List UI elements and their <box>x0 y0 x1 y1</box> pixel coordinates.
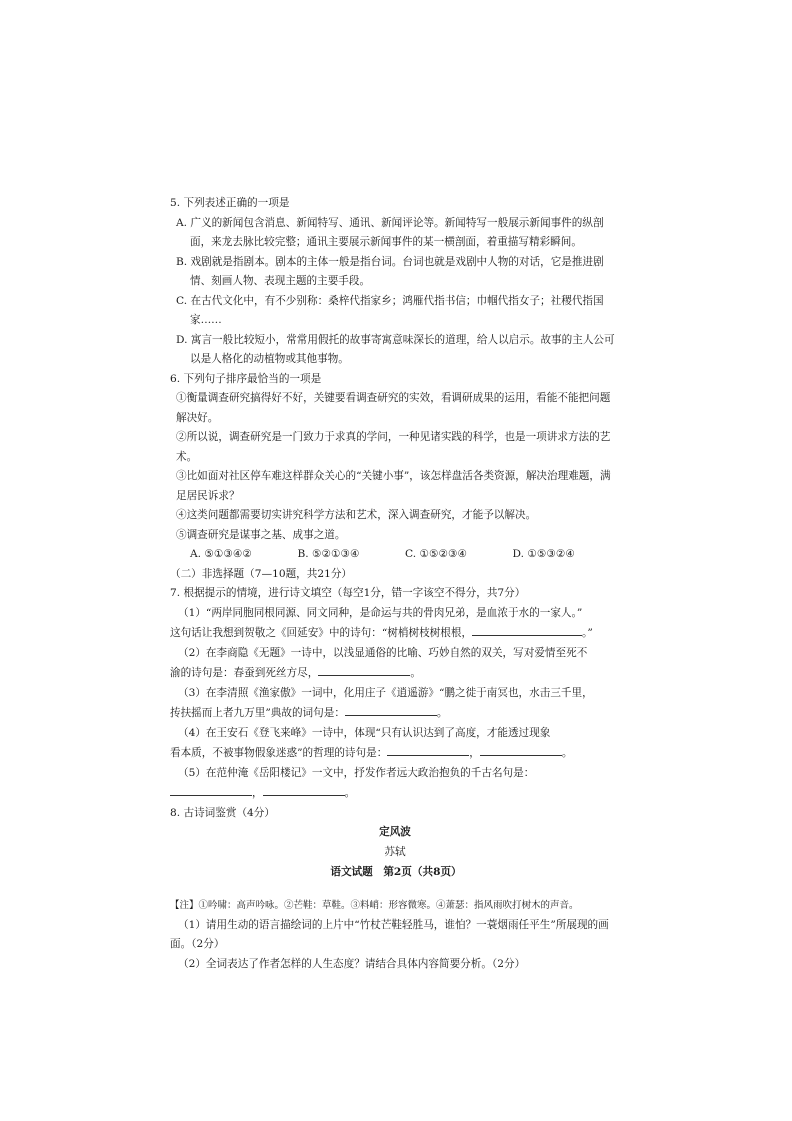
q6-sentence-3: ③比如面对社区停车难这样群众关心的“关键小事”，该怎样盘活各类资源，解决治理难题，满足居民诉求？ <box>176 470 611 502</box>
q6-sentence-1: ①衡量调查研究搞得好不好，关键要看调查研究的实效，看调研成果的运用，看能不能把问题解决好。 <box>176 392 611 424</box>
page-footer: 语文试题 第2页（共8页） <box>330 866 462 878</box>
q5-option-d: D. 寓言一般比较短小，常常用假托的故事寄寓意味深长的道理，给人以启示。故事的主人公可以是人格化的动植物或其他事物。 <box>176 333 615 365</box>
q5-option-a: A. 广义的新闻包含消息、新闻特写、通讯、新闻评论等。新闻特写一般展示新闻事件的纵剖面，来龙去脉比较完整；通讯主要展示新闻事件的某一横剖面，着重描写精彩瞬间。 <box>176 216 604 248</box>
question-5-title: 5. 下列表述正确的一项是 <box>170 197 290 209</box>
poem-notes: 【注】①吟啸：高声吟咏。②芒鞋：草鞋。③料峭：形容微寒。④萧瑟：指风雨吹打树木的声音。 <box>170 900 579 911</box>
q7-item-3-text: 抟扶摇而上者九万里”典故的词句是： <box>170 707 345 719</box>
q6-sentence-2: ②所以说，调查研究是一门致力于求真的学问，一种见诸实践的科学，也是一项讲求方法的艺术。 <box>176 431 611 463</box>
q8-subquestion-2: （2）全词表达了作者怎样的人生态度？请结合具体内容简要分析。（2分） <box>178 957 526 970</box>
question-6 <box>170 370 620 565</box>
q7-item-3-end: 。 <box>436 707 448 719</box>
q7-item-5-sep: ， <box>252 787 263 799</box>
q6-choices <box>170 545 620 565</box>
q7-item-1-line-2 <box>170 623 620 644</box>
q7-item-1-line-1: （1）“两岸同胞同根同源、同文同种，是命运与共的骨肉兄弟，是血浓于水的一家人。” <box>178 606 583 619</box>
answer-blank[interactable] <box>170 783 252 796</box>
question-8 <box>170 804 620 975</box>
q7-item-3-line-1: （3）在李清照《渔家傲》一词中，化用庄子《逍遥游》“鹏之徙于南冥也，水击三千里， <box>178 686 593 699</box>
question-7 <box>170 584 620 804</box>
question-5 <box>170 194 620 370</box>
q6-choice-b: B. ⑤②①③④ <box>297 548 360 560</box>
answer-blank[interactable] <box>345 703 437 716</box>
q6-choice-a: A. ⑤①③④② <box>190 548 252 560</box>
answer-blank[interactable] <box>480 743 562 756</box>
poem-title: 定风波 <box>379 826 411 838</box>
answer-blank[interactable] <box>263 783 345 796</box>
q7-item-4-end: 。 <box>561 747 573 759</box>
q7-item-4-text: 看本质，不被事物假象迷惑”的哲理的诗句是： <box>170 747 388 759</box>
question-8-title: 8. 古诗词鉴赏（4分） <box>170 806 275 819</box>
q7-item-5-line-2 <box>170 783 620 804</box>
section-2-heading: （二）非选择题（7—10题，共21分） <box>170 567 353 580</box>
q7-item-2-line-1: （2）在李商隐《无题》一诗中，以浅显通俗的比喻、巧妙自然的双关，写对爱情至死不 <box>178 646 588 659</box>
q5-option-b: B. 戏剧就是指剧本。剧本的主体一般是指台词。台词也就是戏剧中人物的对话，它是推进剧情、刻画人物、表现主题的主要手段。 <box>176 255 604 287</box>
q6-choice-c: C. ①⑤②③④ <box>405 548 467 560</box>
answer-blank[interactable] <box>387 743 469 756</box>
answer-blank[interactable] <box>472 623 582 636</box>
q5-option-c: C. 在古代文化中，有不少别称：桑梓代指家乡；鸿雁代指书信；巾帼代指女子；社稷代指国家…… <box>176 294 604 326</box>
q7-item-5-line-1: （5）在范仲淹《岳阳楼记》一文中，抒发作者远大政治抱负的千古名句是： <box>178 766 535 779</box>
exam-content <box>170 194 620 974</box>
q7-item-1-end: 。” <box>582 627 593 639</box>
answer-blank[interactable] <box>318 663 410 676</box>
q7-item-4-line-2 <box>170 743 620 764</box>
q8-subquestion-1: （1）请用生动的语言描绘词的上片中“竹杖芒鞋轻胜马，谁怕？一蓑烟雨任平生”所展现的画面。（2分） <box>170 918 609 950</box>
q6-choice-d: D. ①⑤③②④ <box>512 548 575 560</box>
q7-item-2-text: 渝的诗句是：春蚕到死丝方尽， <box>170 667 319 679</box>
q7-item-3-line-2 <box>170 703 620 724</box>
q7-item-4-sep: ， <box>469 747 480 759</box>
q7-item-1-text: 这句话让我想到贺敬之《回延安》中的诗句：“树梢树枝树根根， <box>170 627 473 639</box>
question-7-title: 7. 根据提示的情境，进行诗文填空（每空1分，错一字该空不得分，共7分） <box>170 587 526 599</box>
poem-author: 苏轼 <box>384 845 406 858</box>
q7-item-2-end: 。 <box>410 667 421 679</box>
q6-sentence-5: ⑤调查研究是谋事之基、成事之道。 <box>176 528 346 541</box>
question-6-title: 6. 下列句子排序最恰当的一项是 <box>170 372 322 385</box>
q7-item-5-end: 。 <box>344 787 356 799</box>
q6-sentence-4: ④这类问题都需要切实讲究科学方法和艺术，深入调查研究，才能予以解决。 <box>176 509 537 521</box>
q7-item-2-line-2 <box>170 663 620 684</box>
q7-item-4-line-1: （4）在王安石《登飞来峰》一诗中，体现“只有认识达到了高度，才能透过现象 <box>178 726 551 739</box>
